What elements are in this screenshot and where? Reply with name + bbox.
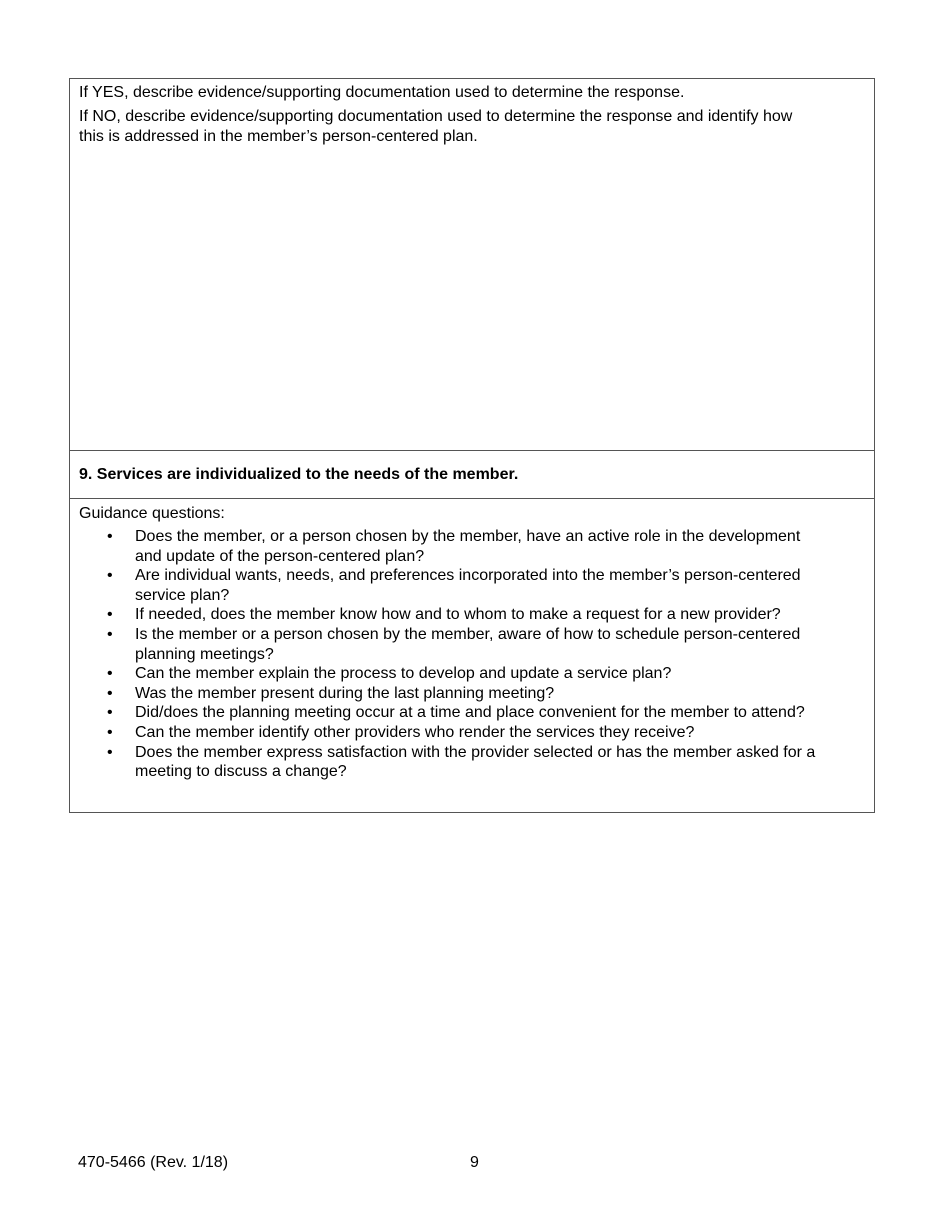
guidance-item (70, 605, 874, 625)
evidence-yes-instruction: If YES, describe evidence/supporting documentation used to determine the response. (79, 84, 685, 101)
guidance-item-text-line2: service plan? (135, 586, 230, 604)
guidance-label: Guidance questions: (79, 505, 225, 522)
bullet-icon: • (107, 528, 113, 545)
section-heading-row (70, 451, 874, 499)
evidence-no-instruction-line1: If NO, describe evidence/supporting documentation used to determine the response and identify how (79, 108, 793, 125)
form-number: 470-5466 (Rev. 1/18) (78, 1154, 229, 1171)
guidance-item (70, 723, 874, 743)
guidance-item-text-line1: Does the member, or a person chosen by the member, have an active role in the development (135, 528, 801, 545)
guidance-item-text-line2: meeting to discuss a change? (135, 763, 347, 781)
bullet-icon: • (107, 665, 113, 683)
guidance-item-text-line1: Is the member or a person chosen by the member, aware of how to schedule person-centered (135, 625, 801, 643)
bullet-icon: • (107, 606, 113, 624)
guidance-list (70, 527, 874, 782)
guidance-item-text-line1: If needed, does the member know how and to whom to make a request for a new provider? (135, 606, 781, 624)
bullet-icon: • (107, 684, 113, 702)
guidance-item-text-line1: Can the member identify other providers who render the services they receive? (135, 723, 695, 741)
bullet-icon: • (107, 743, 113, 761)
guidance-item (70, 566, 874, 605)
guidance-item-text-line2: and update of the person-centered plan? (135, 547, 425, 565)
guidance-item (70, 743, 874, 782)
bullet-icon: • (107, 625, 113, 643)
evidence-response-cell[interactable] (70, 79, 874, 451)
guidance-item (70, 527, 874, 566)
guidance-item (70, 625, 874, 664)
guidance-item (70, 684, 874, 704)
guidance-item-text-line1: Are individual wants, needs, and preferences incorporated into the member’s person-centered (135, 567, 801, 585)
guidance-item-text-line1: Did/does the planning meeting occur at a time and place convenient for the member to attend? (135, 704, 805, 722)
assessment-form-table (69, 78, 875, 813)
guidance-item-text-line1: Does the member express satisfaction with the provider selected or has the member asked for a (135, 743, 816, 761)
page-number: 9 (470, 1154, 479, 1171)
bullet-icon: • (107, 704, 113, 722)
guidance-item-text-line1: Was the member present during the last planning meeting? (135, 684, 555, 702)
bullet-icon: • (107, 723, 113, 741)
evidence-no-instruction-line2: this is addressed in the member’s person-centered plan. (79, 128, 478, 145)
guidance-item (70, 664, 874, 684)
guidance-item-text-line2: planning meetings? (135, 645, 274, 663)
guidance-item (70, 703, 874, 723)
bullet-icon: • (107, 567, 113, 585)
guidance-questions-cell (70, 499, 874, 812)
section-heading: 9. Services are individualized to the needs of the member. (79, 466, 519, 483)
guidance-item-text-line1: Can the member explain the process to develop and update a service plan? (135, 665, 672, 683)
